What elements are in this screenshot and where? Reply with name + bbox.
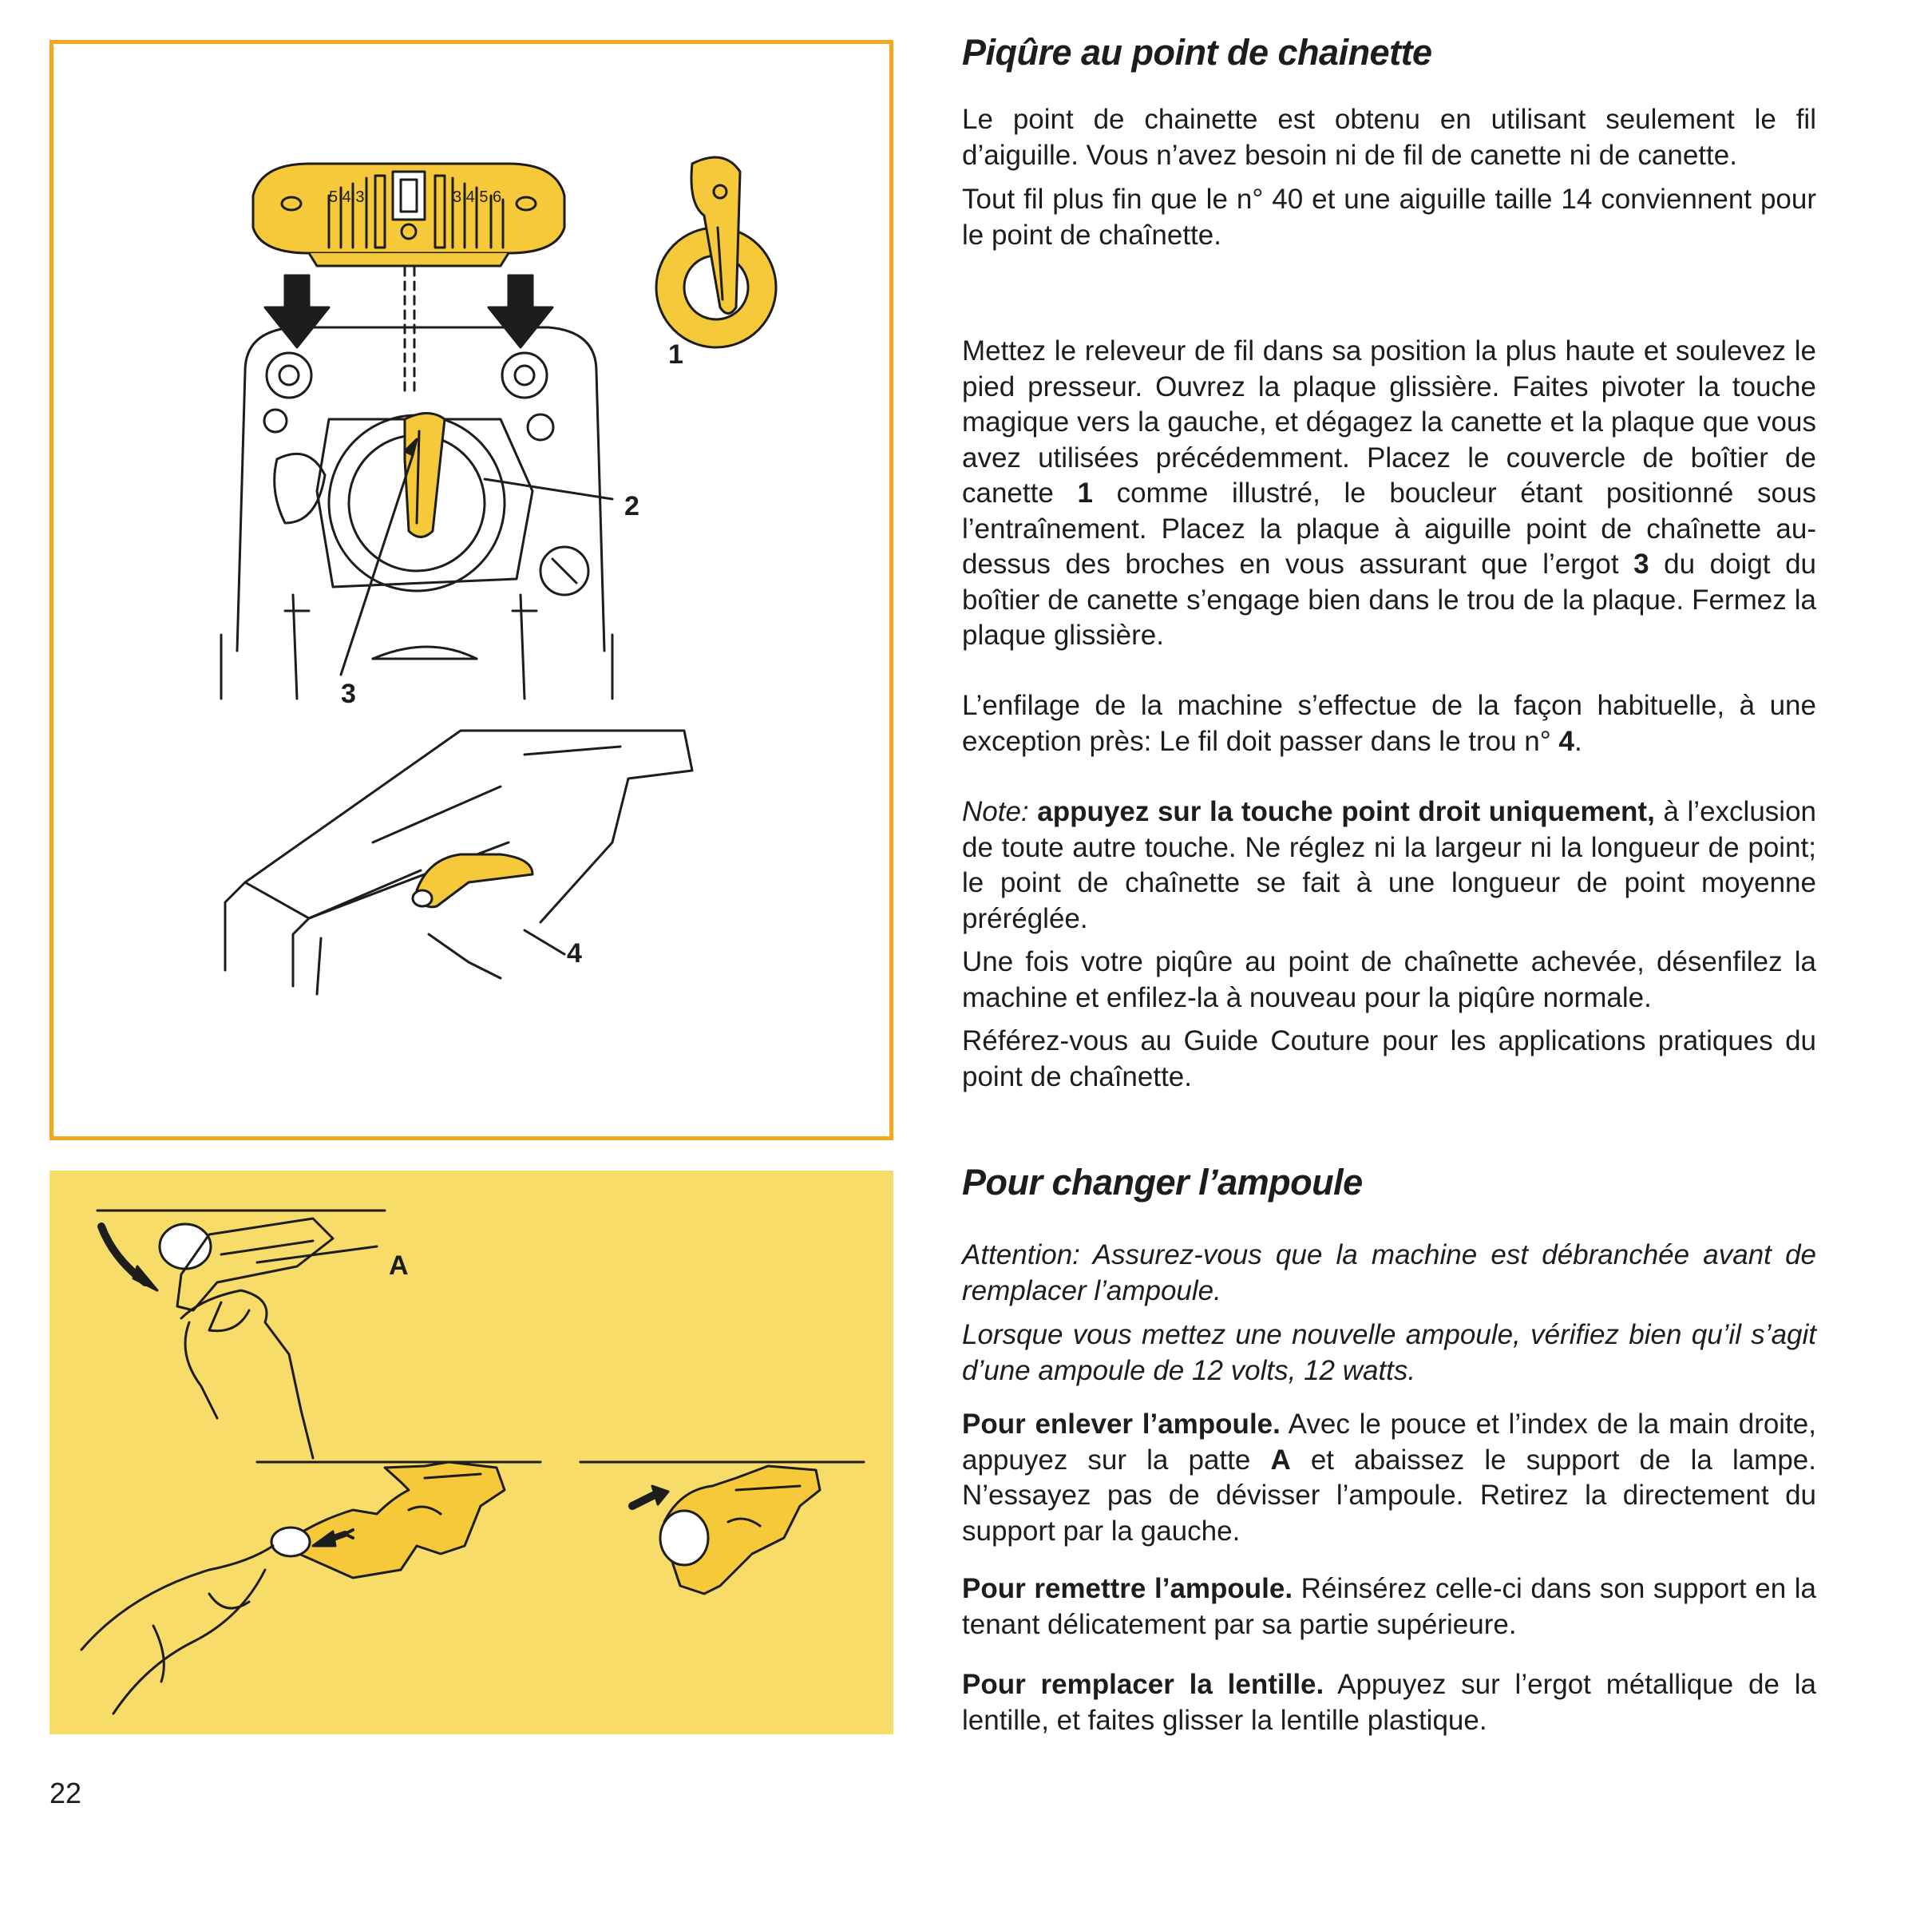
chain-stitch-needle-plate [253,164,564,266]
thread-guide-4 [413,854,532,907]
paragraph-setup-steps: Mettez le releveur de fil dans sa position la plus haute et soulevez le pied presseur. Ouvrez la plaque glissière. Faites pivoter la touche magique vers la gauche, et dégagez la canette et la plaque que vous avez utilisées précédemment. Placez le couvercle de boîtier de canette 1 comme illustré, le boucleur étant positionné sous l’entraînement. Placez la plaque à aiguille point de chaînette au-dessus des broches en vous assurant que l’ergot 3 du doigt du boîtier de canette s’engage bien dans le trou de la plaque. Fermez la plaque glissière. [962,335,1816,651]
callout-1: 1 [668,339,683,370]
paragraph-bulb-spec: Lorsque vous mettez une nouvelle ampoule, vérifiez bien qu’il s’agit d’une ampoule de 12 volts, 12 watts. [962,1319,1816,1386]
paragraph-remove-bulb: Pour enlever l’ampoule. Avec le pouce et l’index de la main droite, appuyez sur la patte A et abaissez le support de la lampe. N’essayez pas de dévisser l’ampoule. Retirez la directement du support par la gauche. [962,1409,1816,1547]
callout-3: 3 [341,679,356,709]
paragraph-chain-intro: Le point de chainette est obtenu en utilisant seulement le fil d’aiguille. Vous n’avez besoin ni de fil de canette ni de canette. [962,104,1816,171]
section-title-chain-stitch: Piqûre au point de chainette [962,32,1432,73]
paragraph-note: Note: appuyez sur la touche point droit uniquement, à l’exclusion de toute autre touche. Ne réglez ni la largeur ni la longueur de point; le point de chaînette se fait à une longueur de point moyenne préréglée. [962,796,1816,934]
bulb-illustration [49,1171,893,1734]
paragraph-thread-size: Tout fil plus fin que le n° 40 et une aiguille taille 14 conviennent pour le point de chaînette. [962,184,1816,251]
paragraph-sewing-guide: Référez-vous au Guide Couture pour les applications pratiques du point de chaînette. [962,1025,1816,1092]
callout-4: 4 [567,938,582,969]
callout-2: 2 [624,491,639,521]
paragraph-replace-lens: Pour remplacer la lentille. Appuyez sur l’ergot métallique de la lentille, et faites glisser la lentille plastique. [962,1669,1817,1736]
chain-stitch-illustration [53,44,889,1136]
svg-text:3 4 5 6: 3 4 5 6 [453,188,502,206]
bobbin-case-cover [656,157,776,347]
callout-a: A [389,1250,409,1281]
page-number: 22 [49,1777,82,1809]
bulb-illustration-panel [49,1171,893,1734]
section-title-change-bulb: Pour changer l’ampoule [962,1162,1363,1203]
paragraph-threading: L’enfilage de la machine s’effectue de la façon habituelle, à une exception près: Le fil doit passer dans le trou n° 4. [962,690,1816,757]
paragraph-replace-bulb: Pour remettre l’ampoule. Réinsérez celle-ci dans son support en la tenant délicatement par sa partie supérieure. [962,1573,1816,1640]
chain-stitch-illustration-frame [49,40,893,1140]
svg-text:5 4 3: 5 4 3 [329,188,365,206]
paragraph-unthread: Une fois votre piqûre au point de chaînette achevée, désenfilez la machine et enfilez-la à nouveau pour la piqûre normale. [962,946,1816,1013]
paragraph-attention: Attention: Assurez-vous que la machine est débranchée avant de remplacer l’ampoule. [962,1239,1816,1306]
